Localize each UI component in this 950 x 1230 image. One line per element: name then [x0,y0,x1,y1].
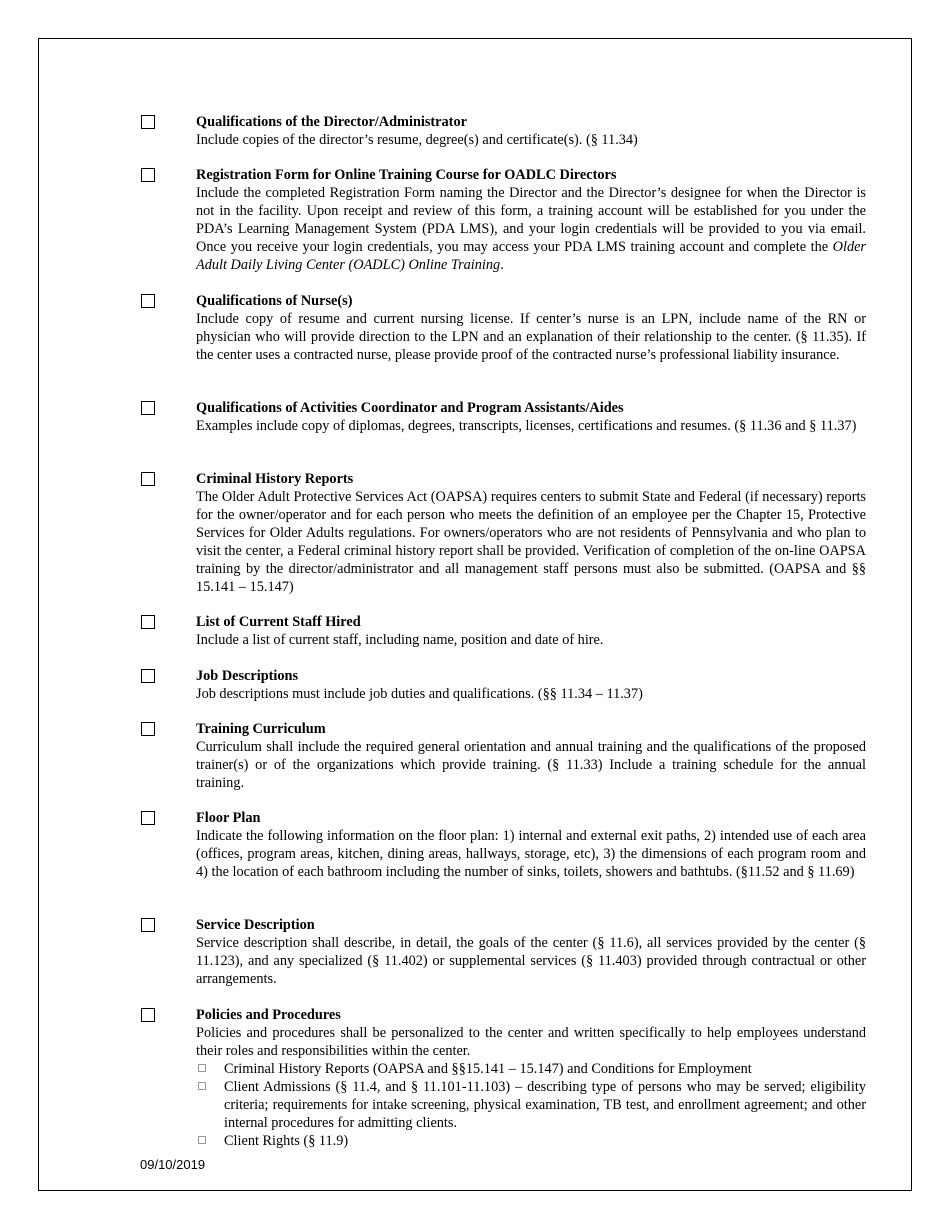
item-description: Policies and procedures shall be personalized to the center and written specifically to help employees understand their roles and responsibilities within the center. [196,1025,866,1059]
item-title: Registration Form for Online Training Course for OADLC Directors [196,167,617,183]
item-title: Training Curriculum [196,721,326,737]
description-end: . [500,257,504,273]
course-name: Older Adult Daily Living Center (OADLC) Online Training [196,239,866,273]
checkbox[interactable] [141,115,155,129]
checkbox[interactable] [141,811,155,825]
sub-item-text: Client Admissions (§ 11.4, and § 11.101-11.103) – describing type of persons who may be served; eligibility criteria; requirements for intake screening, physical examination, TB test, and enrollment agreement; and other internal procedures for admitting clients. [224,1079,866,1131]
item-description: Job descriptions must include job duties and qualifications. (§§ 11.34 – 11.37) [196,686,643,702]
checkbox[interactable] [141,615,155,629]
item-title: Qualifications of the Director/Administrator [196,114,467,130]
item-description: Service description shall describe, in detail, the goals of the center (§ 11.6), all services provided by the center (§ 11.123), and any specialized (§ 11.402) or supplemental services (§ 11.403) provided through contractual or other arrangements. [196,935,866,987]
sub-checkbox[interactable] [198,1136,206,1144]
sub-checkbox[interactable] [198,1064,206,1072]
checkbox[interactable] [141,168,155,182]
item-title: List of Current Staff Hired [196,614,361,630]
item-description: Include a list of current staff, including name, position and date of hire. [196,632,604,648]
item-title: Qualifications of Activities Coordinator and Program Assistants/Aides [196,400,624,416]
item-title: Service Description [196,917,315,933]
policy-sub-item [196,1078,866,1132]
checkbox[interactable] [141,722,155,736]
description-text: Include the completed Registration Form naming the Director and the Director’s designee for when the Director is not in the facility. Upon receipt and review of this form, a training account will be established for you under the PDA’s Learning Management System (PDA LMS), and your login credentials will be provided to you via email. Once you receive your login credentials, you may access your PDA LMS training account and complete the [196,185,866,255]
item-description: Curriculum shall include the required general orientation and annual training and the qualifications of the proposed trainer(s) or of the organizations which provide training. (§ 11.33) Include a training schedule for the annual training. [196,739,866,791]
sub-item-text: Criminal History Reports (OAPSA and §§15.141 – 15.147) and Conditions for Employment [224,1061,752,1077]
item-description [196,184,866,274]
policy-sub-list [196,1060,866,1150]
item-description: Examples include copy of diplomas, degrees, transcripts, licenses, certifications and resumes. (§ 11.36 and § 11.37) [196,418,857,434]
item-title: Floor Plan [196,810,261,826]
item-title: Criminal History Reports [196,471,354,487]
checkbox[interactable] [141,472,155,486]
policy-sub-item [196,1060,866,1078]
checkbox[interactable] [141,918,155,932]
item-title: Policies and Procedures [196,1007,341,1023]
item-title: Qualifications of Nurse(s) [196,293,353,309]
item-description: The Older Adult Protective Services Act (OAPSA) requires centers to submit State and Federal (if necessary) reports for the owner/operator and for each person who meets the definition of an employee per the Chapter 15, Protective Services for Older Adults regulations. For owners/operators who are not residents of Pennsylvania and who plan to visit the center, a Federal criminal history report shall be provided. Verification of completion of the on-line OAPSA training by the director/administrator and all management staff persons must also be submitted. (OAPSA and §§ 15.141 – 15.147) [196,489,866,595]
item-title: Job Descriptions [196,668,299,684]
item-description: Indicate the following information on the floor plan: 1) internal and external exit paths, 2) intended use of each area (offices, program areas, kitchen, dining areas, hallways, storage, etc), 3) the dimensions of each program room and 4) the location of each bathroom including the number of sinks, toilets, showers and bathtubs. (§11.52 and § 11.69) [196,828,866,880]
policy-sub-item [196,1132,866,1150]
sub-checkbox[interactable] [198,1082,206,1090]
item-description: Include copies of the director’s resume, degree(s) and certificate(s). (§ 11.34) [196,132,638,148]
sub-item-text: Client Rights (§ 11.9) [224,1133,349,1149]
checkbox[interactable] [141,401,155,415]
checkbox[interactable] [141,294,155,308]
checkbox[interactable] [141,669,155,683]
checkbox[interactable] [141,1008,155,1022]
footer-date: 09/10/2019 [140,1157,206,1172]
item-description: Include copy of resume and current nursing license. If center’s nurse is an LPN, include name of the RN or physician who will provide direction to the LPN and an explanation of their relationship to the center. (§ 11.35). If the center uses a contracted nurse, please provide proof of the contracted nurse’s professional liability insurance. [196,311,866,363]
